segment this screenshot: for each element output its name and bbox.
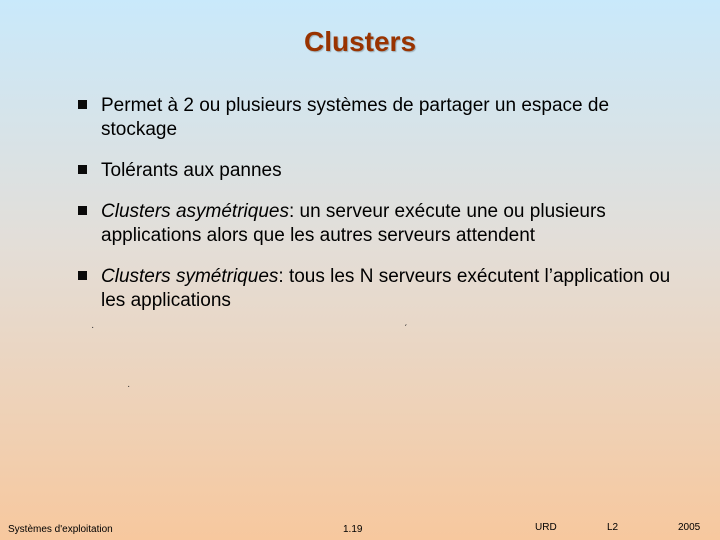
bullet-term: Clusters asymétriques	[101, 201, 289, 222]
stray-mark: ˊ	[404, 324, 408, 335]
footer-year: 2005	[678, 522, 701, 533]
bullet-item	[78, 200, 688, 248]
bullet-text: Tolérants aux pannes	[101, 160, 282, 181]
bullet-item	[78, 159, 688, 183]
footer-page-number: 1.19	[343, 524, 363, 535]
bullet-term: Clusters symétriques	[101, 266, 279, 287]
square-bullet-icon	[78, 100, 87, 109]
footer-org: URD	[535, 522, 557, 533]
square-bullet-icon	[78, 165, 87, 174]
bullet-list	[78, 94, 688, 330]
stray-mark: ·	[91, 322, 95, 333]
bullet-text: Permet à 2 ou plusieurs systèmes de partager un espace de stockage	[101, 95, 610, 140]
stray-mark: ·	[127, 381, 131, 392]
bullet-item	[78, 94, 688, 142]
slide-title: Clusters	[303, 26, 417, 57]
footer-level: L2	[607, 522, 619, 533]
square-bullet-icon	[78, 206, 87, 215]
square-bullet-icon	[78, 271, 87, 280]
footer-course: Systèmes d'exploitation	[8, 524, 113, 535]
bullet-item	[78, 265, 688, 313]
bullet-text: : un serveur exécute une ou plusieurs applications alors que les autres serveurs attendent	[101, 201, 606, 246]
bullet-text: : tous les N serveurs exécutent l’application ou les applications	[101, 266, 671, 311]
